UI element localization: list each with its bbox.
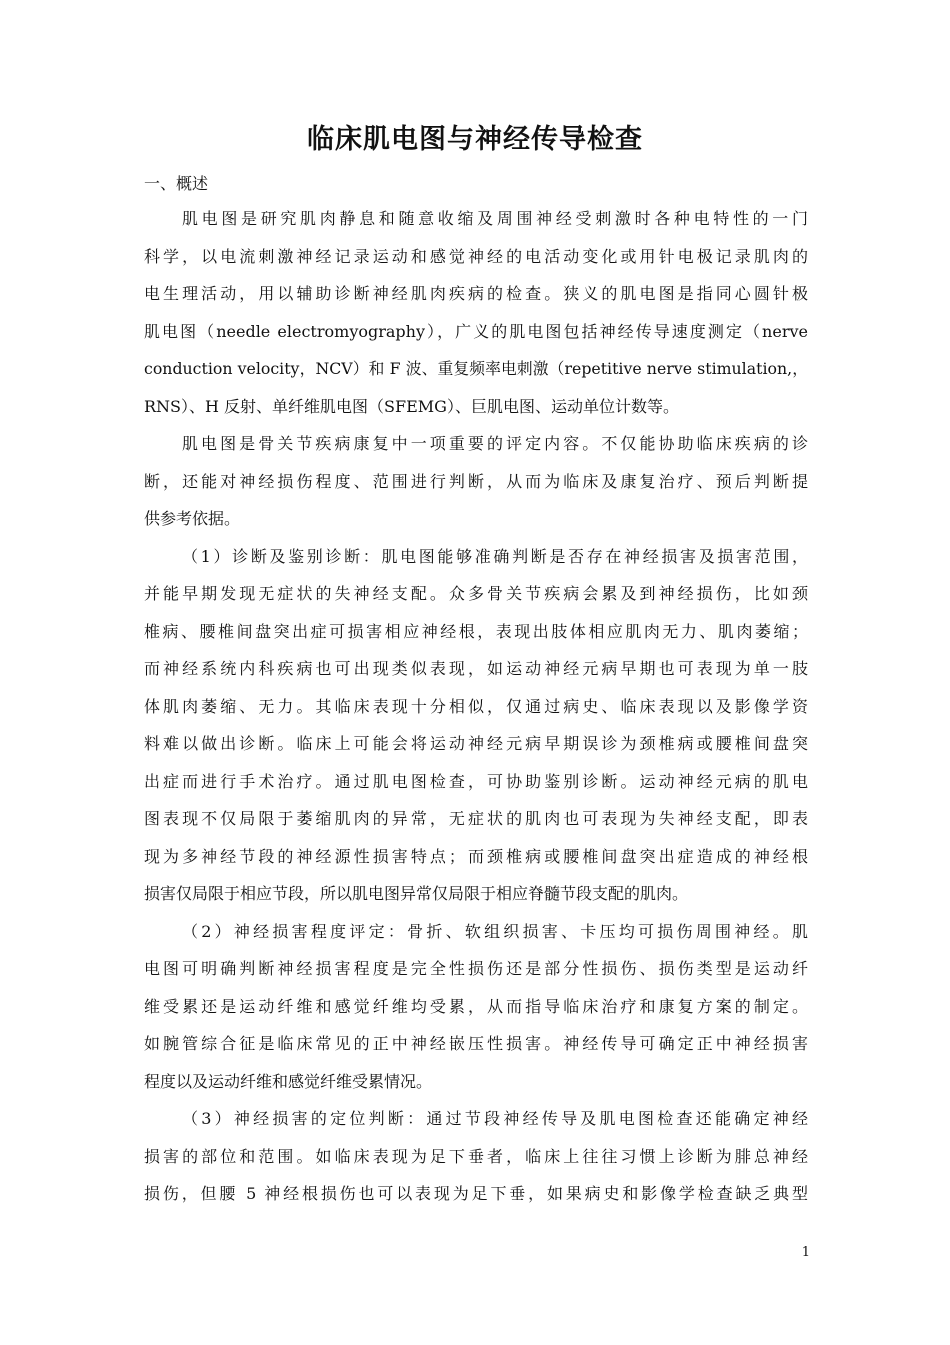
text-line: 电生理活动，用以辅助诊断神经肌肉疾病的检查。狭义的肌电图是指同心圆针极 xyxy=(144,284,808,303)
paragraph-localization xyxy=(144,1100,808,1213)
text-line: 椎病、腰椎间盘突出症可损害相应神经根，表现出肢体相应肌肉无力、肌肉萎缩； xyxy=(144,621,808,641)
text-line: （3）神经损害的定位判断：通过节段神经传导及肌电图检查还能确定神经 xyxy=(182,1109,808,1128)
text-line: 肌电图（needle electromyography），广义的肌电图包括神经传导速度测定（nerve xyxy=(144,321,808,341)
text-line: （2）神经损害程度评定：骨折、软组织损害、卡压均可损伤周围神经。肌 xyxy=(182,921,808,941)
section-heading: 一、概述 xyxy=(144,174,209,193)
text-line: 供参考依据。 xyxy=(144,509,241,528)
text-line: 如腕管综合征是临床常见的正中神经嵌压性损害。神经传导可确定正中神经损害 xyxy=(144,1034,808,1053)
text-line: 出症而进行手术治疗。通过肌电图检查，可协助鉴别诊断。运动神经元病的肌电 xyxy=(144,771,808,791)
text-line: 维受累还是运动纤维和感觉纤维均受累，从而指导临床治疗和康复方案的制定。 xyxy=(144,996,808,1016)
text-line: 肌电图是骨关节疾病康复中一项重要的评定内容。不仅能协助临床疾病的诊 xyxy=(182,434,808,453)
text-line: 而神经系统内科疾病也可出现类似表现，如运动神经元病早期也可表现为单一肢 xyxy=(144,659,808,678)
text-line: 断，还能对神经损伤程度、范围进行判断，从而为临床及康复治疗、预后判断提 xyxy=(144,471,808,491)
text-line: conduction velocity，NCV）和 F 波、重复频率电刺激（repetitive nerve stimulation,， xyxy=(144,359,808,378)
document-title: 临床肌电图与神经传导检查 xyxy=(307,124,643,155)
text-line: 损害仅局限于相应节段，所以肌电图异常仅局限于相应脊髓节段支配的肌肉。 xyxy=(144,884,689,903)
paragraph-overview xyxy=(144,200,808,425)
text-line: 程度以及运动纤维和感觉纤维受累情况。 xyxy=(144,1071,433,1091)
text-line: 现为多神经节段的神经源性损害特点；而颈椎病或腰椎间盘突出症造成的神经根 xyxy=(144,846,808,866)
text-line: 科学，以电流刺激神经记录运动和感觉神经的电活动变化或用针电极记录肌肉的 xyxy=(144,246,808,266)
text-line: RNS）、H 反射、单纤维肌电图（SFEMG）、巨肌电图、运动单位计数等。 xyxy=(144,396,679,416)
text-line: 损害的部位和范围。如临床表现为足下垂者，临床上往往习惯上诊断为腓总神经 xyxy=(144,1146,808,1166)
text-line: 肌电图是研究肌肉静息和随意收缩及周围神经受刺激时各种电特性的一门 xyxy=(182,209,808,228)
document-body xyxy=(144,168,808,1213)
page-number: 1 xyxy=(801,1245,810,1260)
text-line: 电图可明确判断神经损害程度是完全性损伤还是部分性损伤、损伤类型是运动纤 xyxy=(144,959,808,978)
paragraph-severity xyxy=(144,913,808,1101)
paragraph-importance xyxy=(144,425,808,538)
paragraph-diagnosis xyxy=(144,538,808,913)
text-line: （1）诊断及鉴别诊断：肌电图能够准确判断是否存在神经损害及损害范围， xyxy=(182,546,808,566)
text-line: 损伤，但腰 5 神经根损伤也可以表现为足下垂，如果病史和影像学检查缺乏典型 xyxy=(144,1184,808,1203)
text-line: 料难以做出诊断。临床上可能会将运动神经元病早期误诊为颈椎病或腰椎间盘突 xyxy=(144,734,808,753)
text-line: 并能早期发现无症状的失神经支配。众多骨关节疾病会累及到神经损伤，比如颈 xyxy=(144,584,808,603)
text-line: 图表现不仅局限于萎缩肌肉的异常，无症状的肌肉也可表现为失神经支配，即表 xyxy=(144,809,808,828)
text-line: 体肌肉萎缩、无力。其临床表现十分相似，仅通过病史、临床表现以及影像学资 xyxy=(144,696,808,716)
